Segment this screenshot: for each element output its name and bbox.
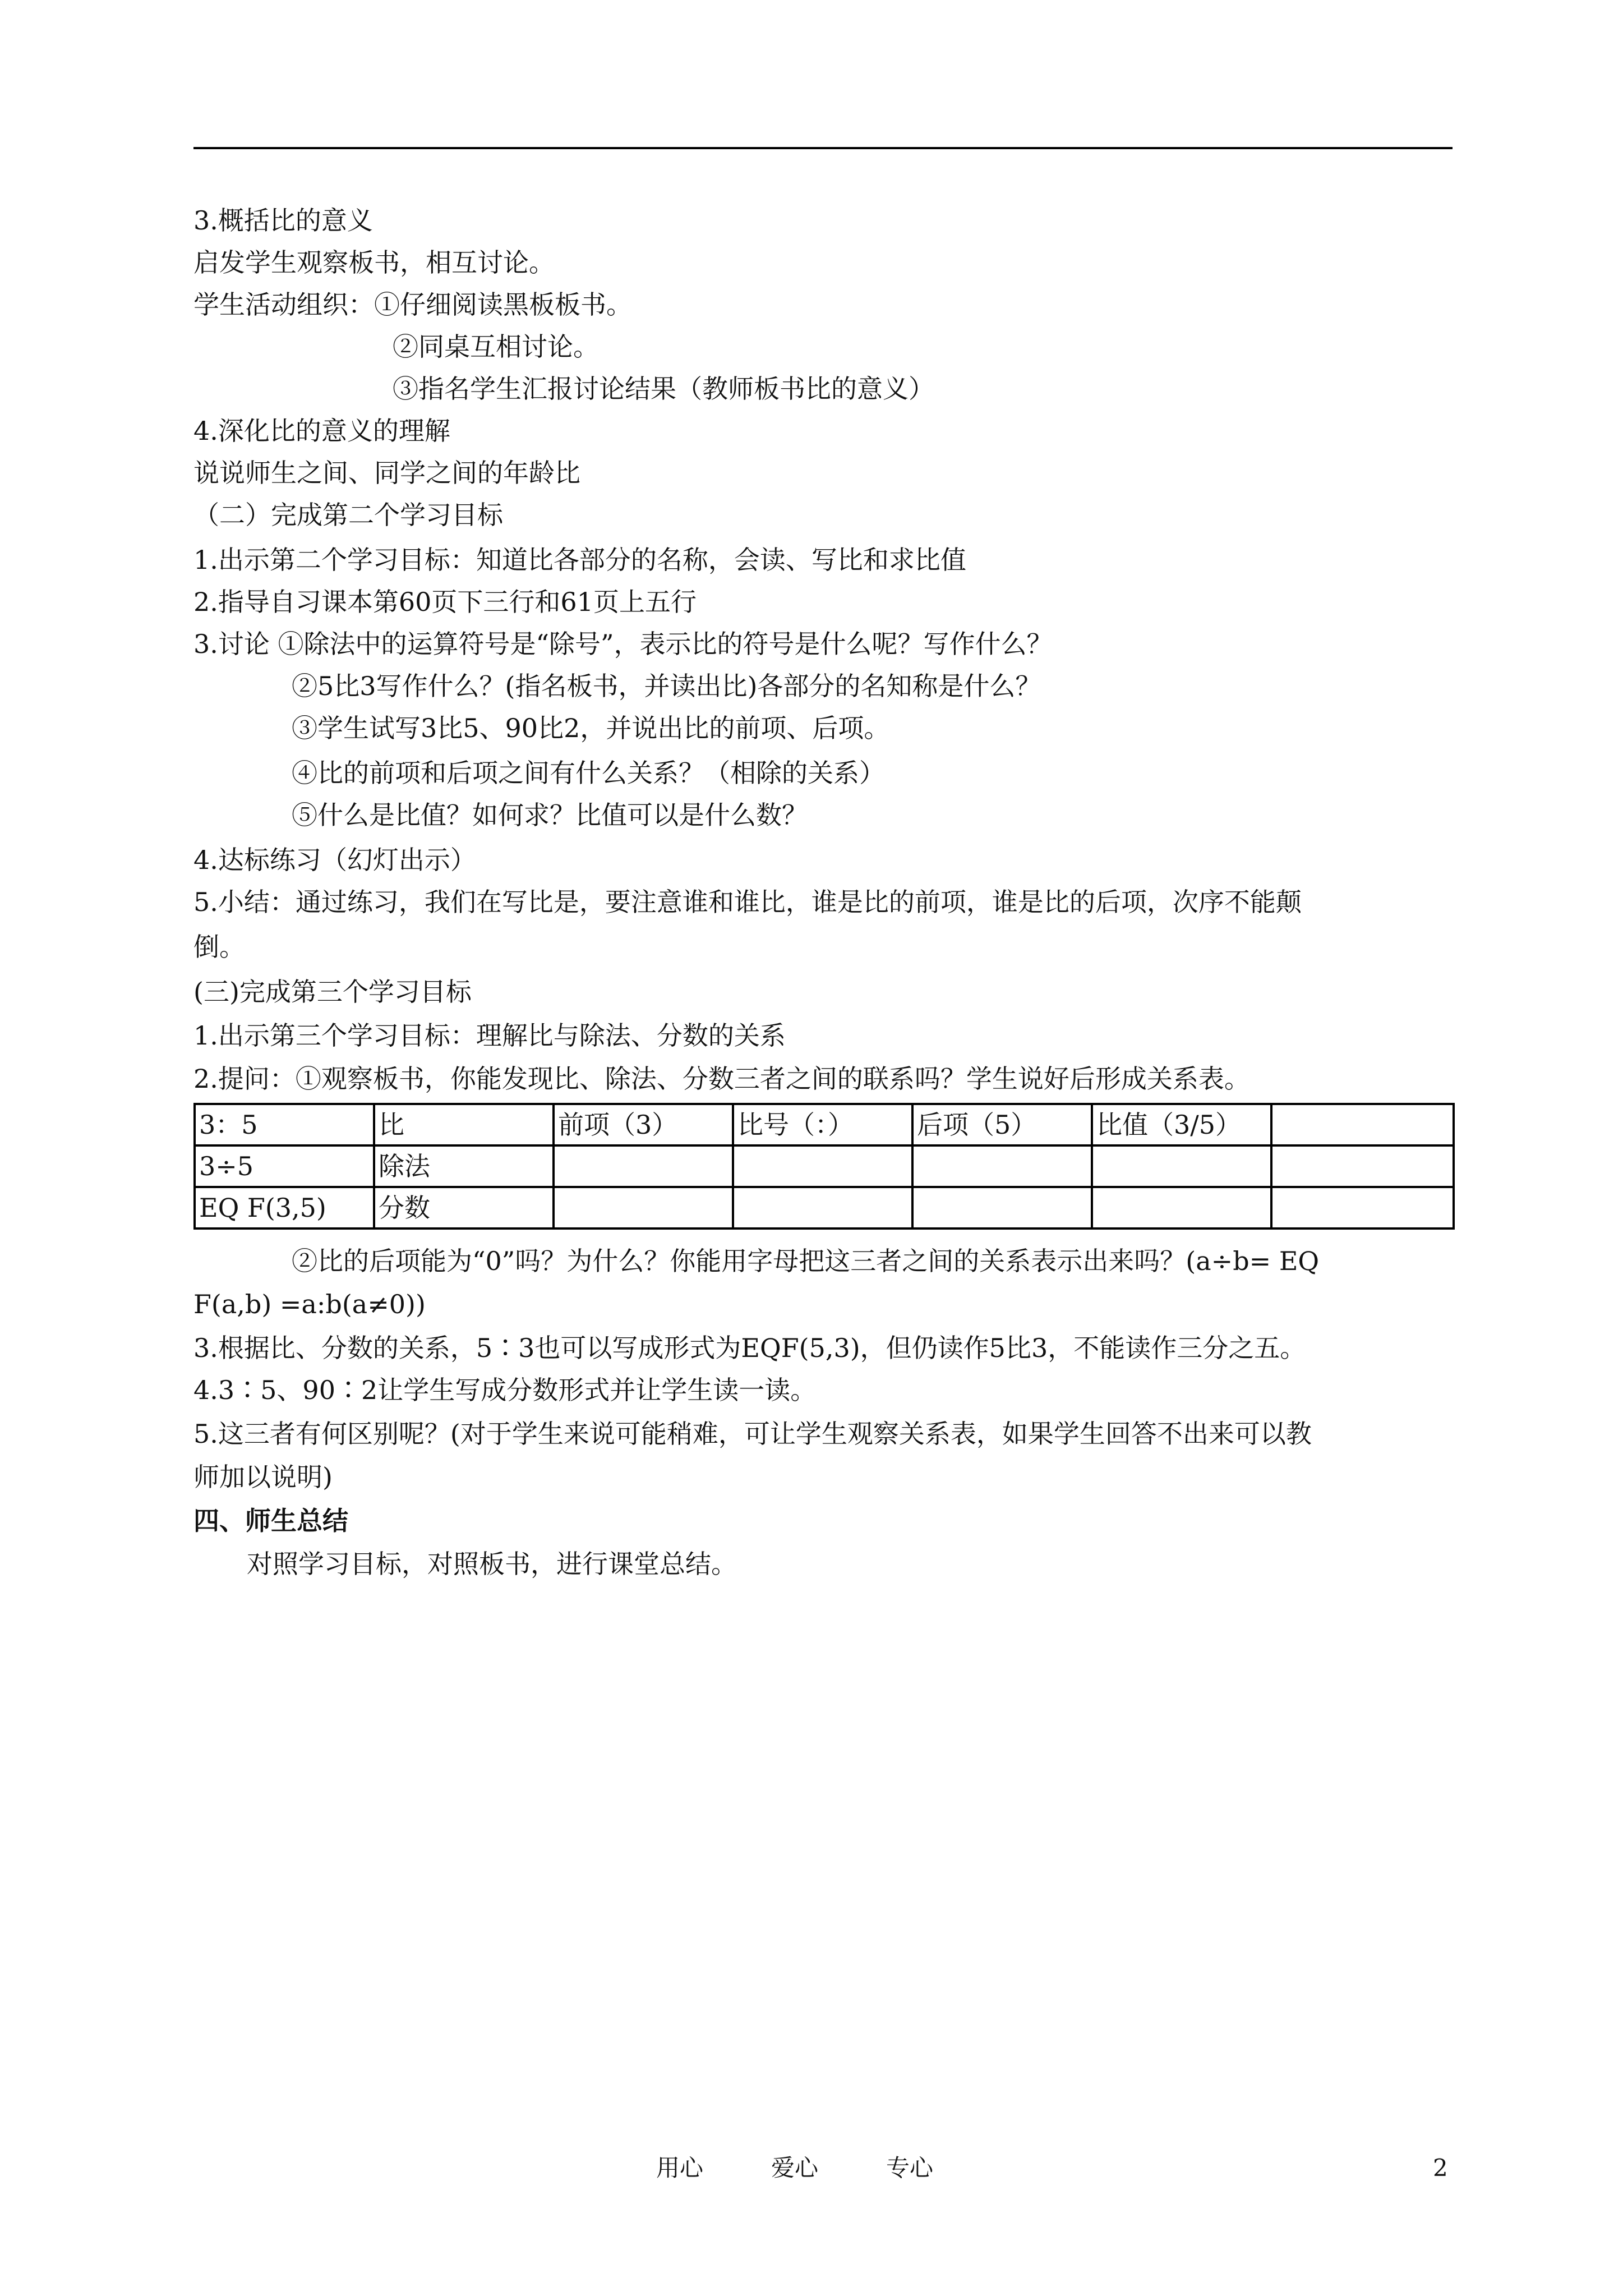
table-cell: 比 (374, 1104, 554, 1145)
text-line: 对照学习目标，对照板书，进行课堂总结。 (247, 1549, 737, 1579)
text-line: 4.3∶5、90∶2让学生写成分数形式并让学生读一读。 (193, 1375, 817, 1405)
table-cell: EQ F(3,5) (195, 1187, 374, 1228)
table-cell (1092, 1187, 1271, 1228)
text-line: 3.根据比、分数的关系，5∶3也可以写成形式为EQF(5,3)，但仍读作5比3，不能读作三分之五。 (193, 1333, 1306, 1363)
text-line: 2.提问：①观察板书，你能发现比、除法、分数三者之间的联系吗？学生说好后形成关系表。 (193, 1064, 1250, 1094)
table-cell: 比号（：） (733, 1104, 912, 1145)
table-cell: 除法 (374, 1145, 554, 1187)
relation-table (193, 1103, 1455, 1230)
table-row (195, 1104, 1454, 1145)
footer-text-right: 专心 (886, 2154, 934, 2182)
text-line: 4.达标练习（幻灯出示） (193, 845, 476, 875)
section-4-heading: 四、师生总结 (193, 1506, 348, 1536)
item-4-heading: 4.深化比的意义的理解 (193, 416, 450, 446)
table-cell (912, 1187, 1092, 1228)
table-cell (554, 1145, 733, 1187)
text-line: 倒。 (193, 932, 245, 962)
text-line: 1.出示第二个学习目标：知道比各部分的名称，会读、写比和求比值 (193, 545, 966, 575)
table-cell: 分数 (374, 1187, 554, 1228)
text-line: 1.出示第三个学习目标：理解比与除法、分数的关系 (193, 1020, 786, 1051)
table-cell: 前项（3） (554, 1104, 733, 1145)
page-number: 2 (1433, 2154, 1448, 2182)
table-cell (554, 1187, 733, 1228)
section-2-heading: （二）完成第二个学习目标 (193, 500, 503, 530)
text-line: ⑤什么是比值？如何求？比值可以是什么数？ (292, 800, 808, 830)
text-line: 3.讨论 ①除法中的运算符号是“除号”，表示比的符号是什么呢？写作什么？ (193, 629, 1053, 659)
table-row (195, 1187, 1454, 1228)
text-line: ②比的后项能为“0”吗？为什么？你能用字母把这三者之间的关系表示出来吗？(a÷b= EQ (292, 1246, 1320, 1276)
text-line: ④比的前项和后项之间有什么关系？（相除的关系） (292, 758, 885, 788)
table-row (195, 1145, 1454, 1187)
table-cell (912, 1145, 1092, 1187)
header-rule (193, 147, 1453, 149)
item-3-heading: 3.概括比的意义 (193, 205, 373, 236)
footer-text-middle: 爱心 (771, 2154, 819, 2182)
text-line: 5.这三者有何区别呢？(对于学生来说可能稍难，可让学生观察关系表，如果学生回答不出来可以教 (193, 1419, 1312, 1449)
table-cell: 后项（5） (912, 1104, 1092, 1145)
table-cell: 3：5 (195, 1104, 374, 1145)
table-cell: 3÷5 (195, 1145, 374, 1187)
text-line: ③指名学生汇报讨论结果（教师板书比的意义） (393, 374, 934, 404)
text-line: 启发学生观察板书，相互讨论。 (193, 247, 555, 278)
table-cell (1271, 1145, 1454, 1187)
table-cell (733, 1187, 912, 1228)
table-cell: 比值（3/5） (1092, 1104, 1271, 1145)
text-line: F(a,b) =a:b(a≠0)) (193, 1289, 426, 1319)
footer-text-left: 用心 (656, 2154, 704, 2182)
section-3-heading: (三)完成第三个学习目标 (193, 977, 472, 1007)
text-line: 5.小结：通过练习，我们在写比是，要注意谁和谁比，谁是比的前项，谁是比的后项，次序不能颠 (193, 887, 1302, 917)
text-line: 学生活动组织：①仔细阅读黑板板书。 (193, 289, 632, 320)
table-cell (1271, 1104, 1454, 1145)
table-cell (1092, 1145, 1271, 1187)
text-line: ②同桌互相讨论。 (393, 332, 599, 362)
text-line: ②5比3写作什么？(指名板书，并读出比)各部分的名知称是什么？ (292, 671, 1041, 701)
text-line: ③学生试写3比5、90比2，并说出比的前项、后项。 (292, 713, 890, 743)
text-line: 说说师生之间、同学之间的年龄比 (193, 458, 580, 488)
table-cell (733, 1145, 912, 1187)
table-cell (1271, 1187, 1454, 1228)
text-line: 2.指导自习课本第60页下三行和61页上五行 (193, 587, 697, 617)
text-line: 师加以说明) (193, 1462, 333, 1492)
